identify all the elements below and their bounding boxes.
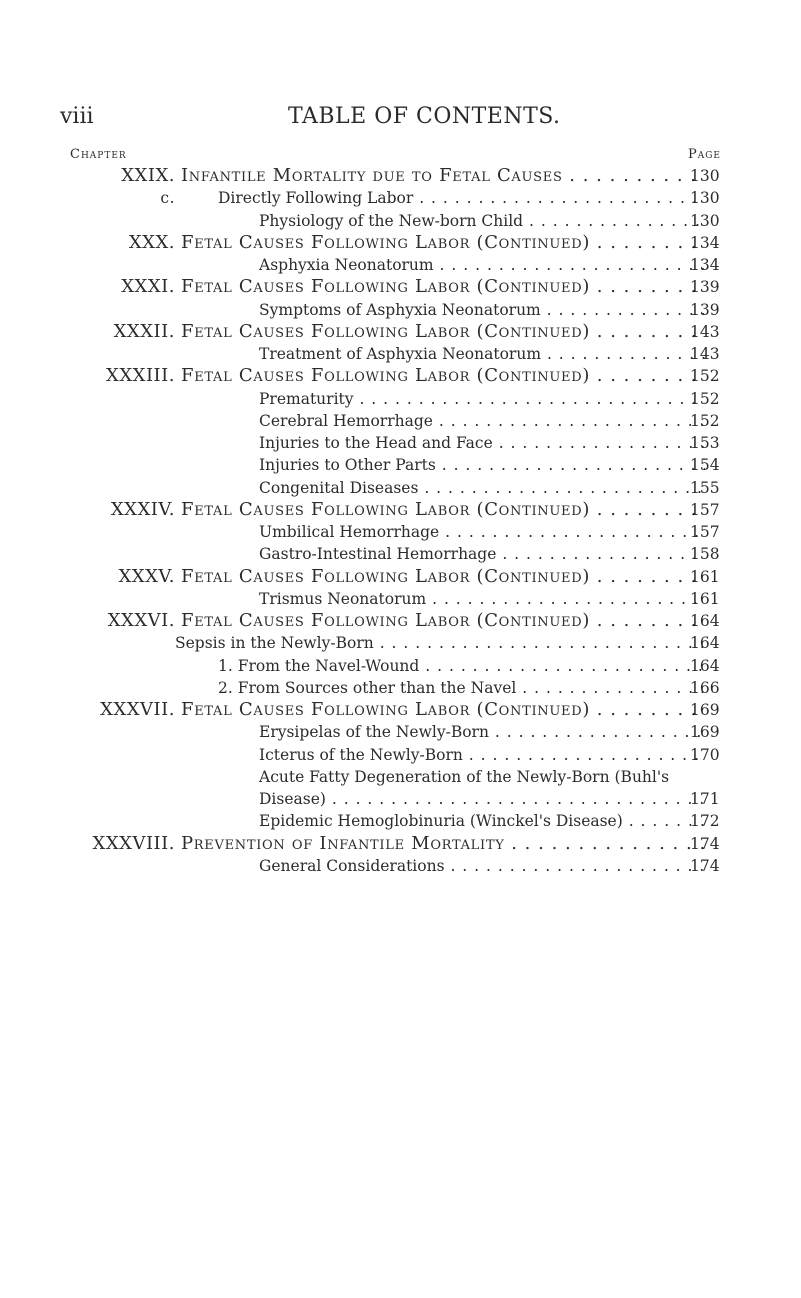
- toc-entry-number: XXXI.: [121, 276, 175, 298]
- toc-entry-page: 157: [690, 500, 720, 519]
- toc-entry-row: [0, 543, 801, 565]
- toc-entry-row: [0, 632, 801, 654]
- column-header-chapter: Chapter: [70, 147, 127, 162]
- toc-entry-row: [0, 588, 801, 610]
- toc-entry-row: [0, 744, 801, 766]
- toc-entry-row: [0, 410, 801, 432]
- toc-entry-title: Directly Following Labor . . .: [218, 187, 705, 209]
- toc-entry-row: [0, 788, 801, 810]
- toc-entry-page: 158: [690, 545, 720, 564]
- toc-entry-page: 174: [690, 856, 720, 875]
- toc-entry-page: 154: [690, 456, 720, 475]
- toc-entry-page: 164: [690, 634, 720, 653]
- toc-entry-page: 130: [690, 189, 720, 208]
- toc-entry-row: [0, 655, 801, 677]
- toc-entry-row: [0, 855, 801, 877]
- toc-entry-title: 2. From Sources other than the Navel . . .: [218, 677, 705, 699]
- toc-entry-page: 153: [690, 434, 720, 452]
- toc-entry-page: 161: [690, 589, 720, 608]
- toc-entry-title: Prevention of Infantile Mortality . . .: [181, 833, 705, 855]
- toc-entry-title: Treatment of Asphyxia Neonatorum . . .: [259, 343, 705, 365]
- toc-entry-page: 130: [690, 211, 720, 230]
- toc-entry-number: XXXVII.: [100, 699, 175, 720]
- toc-entry-title: Trismus Neonatorum . . .: [259, 588, 705, 610]
- toc-entry-row: [0, 477, 801, 499]
- toc-entry-title: Fetal Causes Following Labor (Continued) . . .: [181, 566, 705, 588]
- toc-entry-title: Fetal Causes Following Labor (Continued) . . .: [181, 321, 705, 343]
- toc-entry-title: Umbilical Hemorrhage . . .: [259, 521, 705, 543]
- toc-entry-page: 170: [690, 745, 720, 764]
- toc-entry-title: Fetal Causes Following Labor (Continued) . . .: [181, 365, 705, 387]
- toc-entry-number: c.: [160, 189, 175, 208]
- toc-entry-page: 139: [690, 278, 720, 297]
- column-header-page: Page: [688, 147, 722, 162]
- toc-entry-page: 171: [690, 790, 720, 808]
- toc-entry-row: [0, 343, 801, 365]
- toc-chapter-row: [0, 232, 801, 254]
- toc-entry-page: 143: [690, 322, 720, 341]
- toc-entry-page: 174: [690, 834, 720, 853]
- toc-entry-row: [0, 721, 801, 743]
- toc-entry-page: 155: [690, 478, 720, 497]
- toc-entry-row: [0, 254, 801, 276]
- toc-chapter-row: [0, 833, 801, 855]
- toc-entry-page: 172: [690, 812, 720, 831]
- toc-entry-number: XXX.: [128, 231, 175, 253]
- toc-entry-page: 130: [690, 167, 720, 185]
- toc-entry-title: Gastro-Intestinal Hemorrhage . . .: [259, 543, 705, 565]
- toc-entry-title: 1. From the Navel-Wound . . .: [218, 655, 705, 677]
- toc-entry-title: Fetal Causes Following Labor (Continued) . . .: [181, 699, 705, 721]
- toc-entry-row: [0, 521, 801, 543]
- toc-entry-number: XXXIV.: [110, 498, 175, 520]
- toc-chapter-row: [0, 566, 801, 588]
- toc-entry-page: 164: [690, 656, 720, 675]
- toc-entry-title: Acute Fatty Degeneration of the Newly-Born (Buhl's: [259, 767, 670, 786]
- toc-entry-title: Injuries to the Head and Face . . .: [259, 432, 705, 454]
- toc-entry-row: [0, 187, 801, 209]
- toc-entry-row: [0, 432, 801, 454]
- toc-chapter-row: [0, 321, 801, 343]
- toc-entry-page: 152: [690, 389, 720, 408]
- toc-chapter-row: [0, 499, 801, 521]
- toc-chapter-row: [0, 365, 801, 387]
- toc-entry-title: Fetal Causes Following Labor (Continued) . . .: [181, 232, 705, 254]
- page-title: TABLE OF CONTENTS.: [288, 104, 561, 129]
- toc-entry-title: Asphyxia Neonatorum . . .: [259, 254, 705, 276]
- toc-entry-row: [0, 454, 801, 476]
- toc-entry-row: [0, 388, 801, 410]
- toc-chapter-row: [0, 699, 801, 721]
- toc-entry-page: 143: [690, 345, 720, 363]
- toc-entry-title: Congenital Diseases . . .: [259, 477, 705, 499]
- toc-entry-title: Symptoms of Asphyxia Neonatorum . . .: [259, 299, 705, 321]
- toc-entry-title: Erysipelas of the Newly-Born . . .: [259, 721, 705, 743]
- toc-entry-row: [0, 810, 801, 832]
- toc-entry-title: Disease) . . .: [259, 788, 705, 810]
- toc-entry-title: General Considerations . . .: [259, 855, 705, 877]
- toc-entry-page: 169: [690, 701, 720, 719]
- toc-entry-title: Prematurity . . .: [259, 388, 705, 410]
- toc-entry-number: XXXIII.: [106, 365, 175, 387]
- toc-entry-page: 161: [690, 567, 720, 586]
- toc-entry-title: Cerebral Hemorrhage . . .: [259, 410, 705, 432]
- toc-chapter-row: [0, 610, 801, 632]
- toc-entry-page: 157: [690, 523, 720, 541]
- toc-entry-page: 152: [690, 367, 720, 386]
- toc-entry-number: XXXV.: [118, 565, 175, 587]
- toc-entry-title: Fetal Causes Following Labor (Continued) . . .: [181, 276, 705, 298]
- toc-entry-row: [0, 299, 801, 321]
- toc-entry-number: XXXII.: [113, 320, 175, 342]
- toc-entry-title: Icterus of the Newly-Born . . .: [259, 744, 705, 766]
- toc-entry-page: 134: [690, 233, 720, 252]
- toc-chapter-row: [0, 165, 801, 187]
- toc-chapter-row: [0, 276, 801, 298]
- toc-entry-title: Infantile Mortality due to Fetal Causes . . .: [181, 165, 705, 187]
- toc-entry-page: 164: [690, 612, 720, 630]
- toc-entry-title: Sepsis in the Newly-Born . . .: [175, 632, 705, 654]
- toc-entry-row: [0, 210, 801, 232]
- toc-entry-page: 134: [690, 256, 720, 274]
- toc-entry-title: Fetal Causes Following Labor (Continued) . . .: [181, 610, 705, 632]
- toc-entry-page: 169: [690, 723, 720, 742]
- toc-entry-number: XXIX.: [121, 165, 175, 186]
- page-number: viii: [60, 104, 94, 129]
- toc-entry-page: 139: [690, 300, 720, 319]
- toc-entry-number: XXXVIII.: [92, 832, 175, 854]
- toc-entry-title: Injuries to Other Parts . . .: [259, 454, 705, 476]
- toc-entry-row: [0, 766, 801, 788]
- toc-entry-page: 152: [690, 411, 720, 430]
- table-of-contents: [0, 165, 801, 877]
- toc-entry-title: Fetal Causes Following Labor (Continued) . . .: [181, 499, 705, 521]
- toc-entry-title: Physiology of the New-born Child . . .: [259, 210, 705, 232]
- toc-entry-title: Epidemic Hemoglobinuria (Winckel's Disease) . . .: [259, 810, 705, 832]
- toc-entry-number: XXXVI.: [107, 610, 175, 631]
- toc-entry-page: 166: [690, 678, 720, 697]
- toc-entry-row: [0, 677, 801, 699]
